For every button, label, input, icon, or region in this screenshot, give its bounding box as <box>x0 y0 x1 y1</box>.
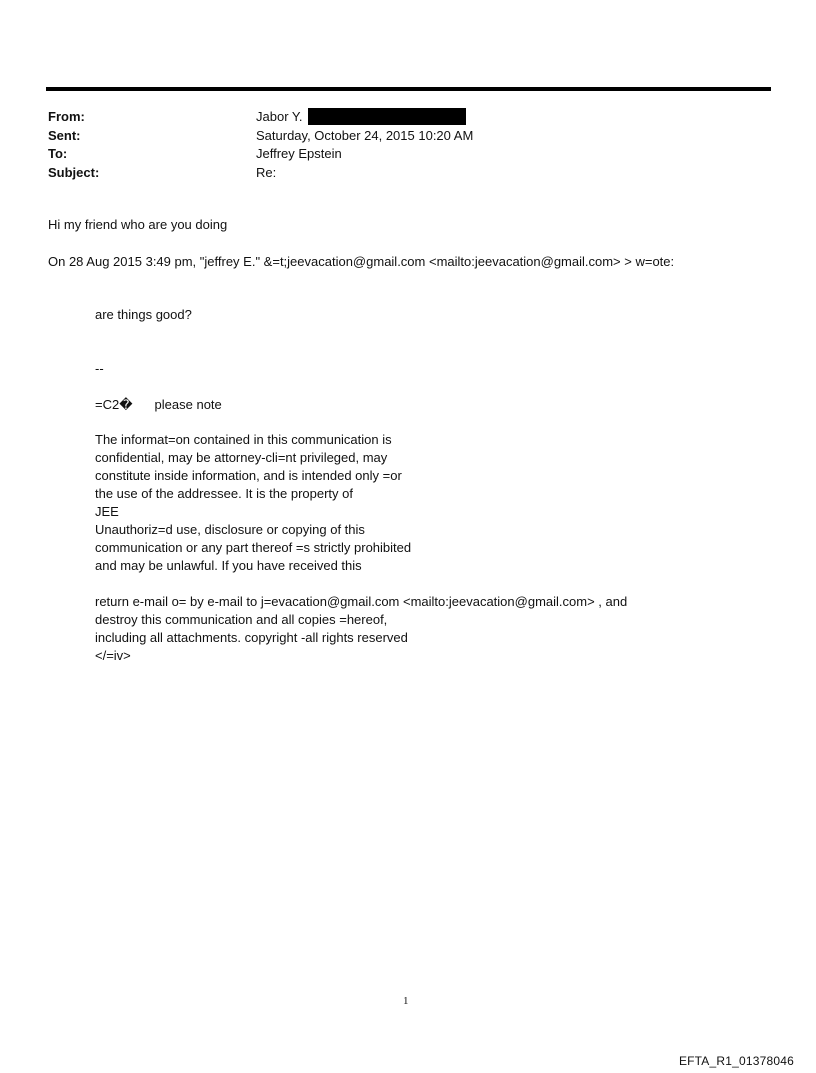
to-value: Jeffrey Epstein <box>256 146 342 161</box>
redaction-box <box>308 108 466 125</box>
note-line <box>95 396 222 414</box>
disclaimer-line: The informat=on contained in this communication is <box>95 432 392 447</box>
question-line: are things good? <box>95 307 192 322</box>
disclaimer-line: Unauthoriz=d use, disclosure or copying of this <box>95 522 365 537</box>
signature-separator: -- <box>95 361 104 376</box>
disclaimer-line: communication or any part thereof =s strictly prohibited <box>95 540 412 555</box>
from-label: From: <box>48 109 85 124</box>
from-value <box>256 108 466 127</box>
return-line: including all attachments. copyright -all rights reserved <box>95 630 408 645</box>
greeting-line: Hi my friend who are you doing <box>48 217 228 232</box>
note-text: please note <box>154 397 222 412</box>
note-prefix: =C2� <box>95 397 133 412</box>
quote-intro-line: On 28 Aug 2015 3:49 pm, "jeffrey E." &=t;jeevacation@gmail.com <mailto:jeevacation@gmail.com> > w=ote: <box>48 254 675 269</box>
disclaimer-line: constitute inside information, and is intended only =or <box>95 468 402 483</box>
subject-value: Re: <box>256 164 277 180</box>
to-label: To: <box>48 146 68 161</box>
disclaimer-line: confidential, may be attorney-cli=nt privileged, may <box>95 450 388 465</box>
sent-value: Saturday, October 24, 2015 10:20 AM <box>256 127 474 143</box>
return-line: return e-mail o= by e-mail to j=evacation@gmail.com <mailto:jeevacation@gmail.com> , and <box>95 594 628 609</box>
disclaimer-line: JEE <box>95 504 119 519</box>
disclaimer-block <box>95 431 411 575</box>
disclaimer-line: the use of the addressee. It is the property of <box>95 486 353 501</box>
page-number: 1 <box>403 995 409 1007</box>
return-block <box>95 593 627 665</box>
return-line: </=iv> <box>95 648 131 663</box>
disclaimer-line: and may be unlawful. If you have received this <box>95 558 362 573</box>
subject-label: Subject: <box>48 164 100 180</box>
return-line: destroy this communication and all copies =hereof, <box>95 612 388 627</box>
bates-number: EFTA_R1_01378046 <box>678 1054 794 1068</box>
header-rule <box>46 87 771 91</box>
from-name: Jabor Y. <box>256 109 303 124</box>
sent-label: Sent: <box>48 127 81 143</box>
